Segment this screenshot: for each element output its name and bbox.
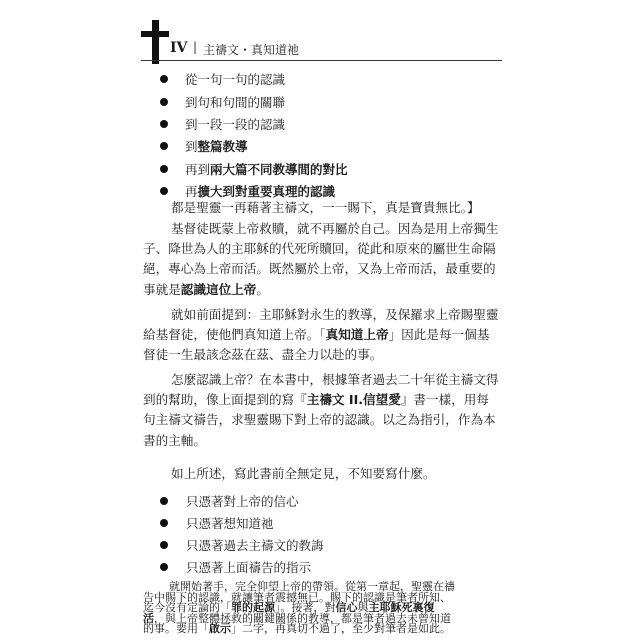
bullet-icon xyxy=(160,541,168,549)
bold-bullet-list xyxy=(160,68,500,202)
list-item: 再擴大到對重要真理的認識 xyxy=(160,180,500,202)
header-separator: | xyxy=(193,40,198,54)
list-item: 到一段一段的認識 xyxy=(160,113,500,135)
list-item: 到整篇教導 xyxy=(160,135,500,157)
list-item: 只憑著對上帝的信心 xyxy=(160,490,490,512)
running-title: 主禱文・真知道祂 xyxy=(203,43,300,57)
plain-bullet-list xyxy=(160,490,490,578)
bullet-icon xyxy=(160,497,168,505)
list-item: 只憑著上面禱告的指示 xyxy=(160,556,490,578)
paragraph: 就如前面提到：主耶穌對永生的教導，及保羅求上帝賜聖靈 給基督徒，使他們真知道上帝。「真知道上帝」因此是每一個基 督徒一生最該念茲在茲、盡全力以赴的事。 xyxy=(143,307,499,363)
paragraph: 基督徒既蒙上帝救贖，就不再屬於自己。因為是用上帝獨生 子、降世為人的主耶穌的代死所贖回，從此和原來的屬世生命隔 絕，專心為上帝而活。既然屬於上帝，又為上帝而活，最重要的 事就是認識這位上帝。 xyxy=(143,221,499,297)
cross-icon xyxy=(141,20,169,64)
list-item: 到句和句間的關聯 xyxy=(160,90,500,112)
list-item: 只憑著過去主禱文的教誨 xyxy=(160,534,490,556)
list-item: 從一句一句的認識 xyxy=(160,68,500,90)
chapter-number: IV xyxy=(170,40,188,56)
list-item: 再到兩大篇不同教導間的對比 xyxy=(160,158,500,180)
bullet-icon xyxy=(160,187,168,195)
paragraph: 怎麼認識上帝？在本書中，根據筆者過去二十年從主禱文得 到的幫助，像上面提到的寫『主禱文 II.信望愛』書一樣，用每 句主禱文禱告，求聖靈賜下對上帝的認識。以之為指引，作為本 書的主軸。 xyxy=(143,372,499,448)
bullet-icon xyxy=(160,98,168,106)
bullet-icon xyxy=(160,75,168,83)
bullet-icon xyxy=(160,165,168,173)
header-rule xyxy=(141,60,502,61)
paragraph: 都是聖靈一再藉著主禱文，一一賜下，真是寶貴無比。】 xyxy=(171,200,480,215)
list-item: 只憑著想知道祂 xyxy=(160,512,490,534)
paragraph: 如上所述，寫此書前全無定見，不知要寫什麼。 xyxy=(171,466,436,481)
bullet-icon xyxy=(160,563,168,571)
bullet-icon xyxy=(160,142,168,150)
bullet-icon xyxy=(160,519,168,527)
paragraph: 就開始著手，完全仰望上帝的帶領。從第一章起，聖靈在禱 告中賜下的認識，就讓筆者震撼無已。賜下的認識是筆者所知、 迄今沒有定論的「罪的起源」。接著，對信心與主耶穌死裏復 活，與上帝整體拯救的關鍵關係的教導，都是筆者過去未曾知道 的事。要用「啟示」二字，再真切不過了，至少對筆者是如此。 xyxy=(143,580,455,635)
bullet-icon xyxy=(160,120,168,128)
